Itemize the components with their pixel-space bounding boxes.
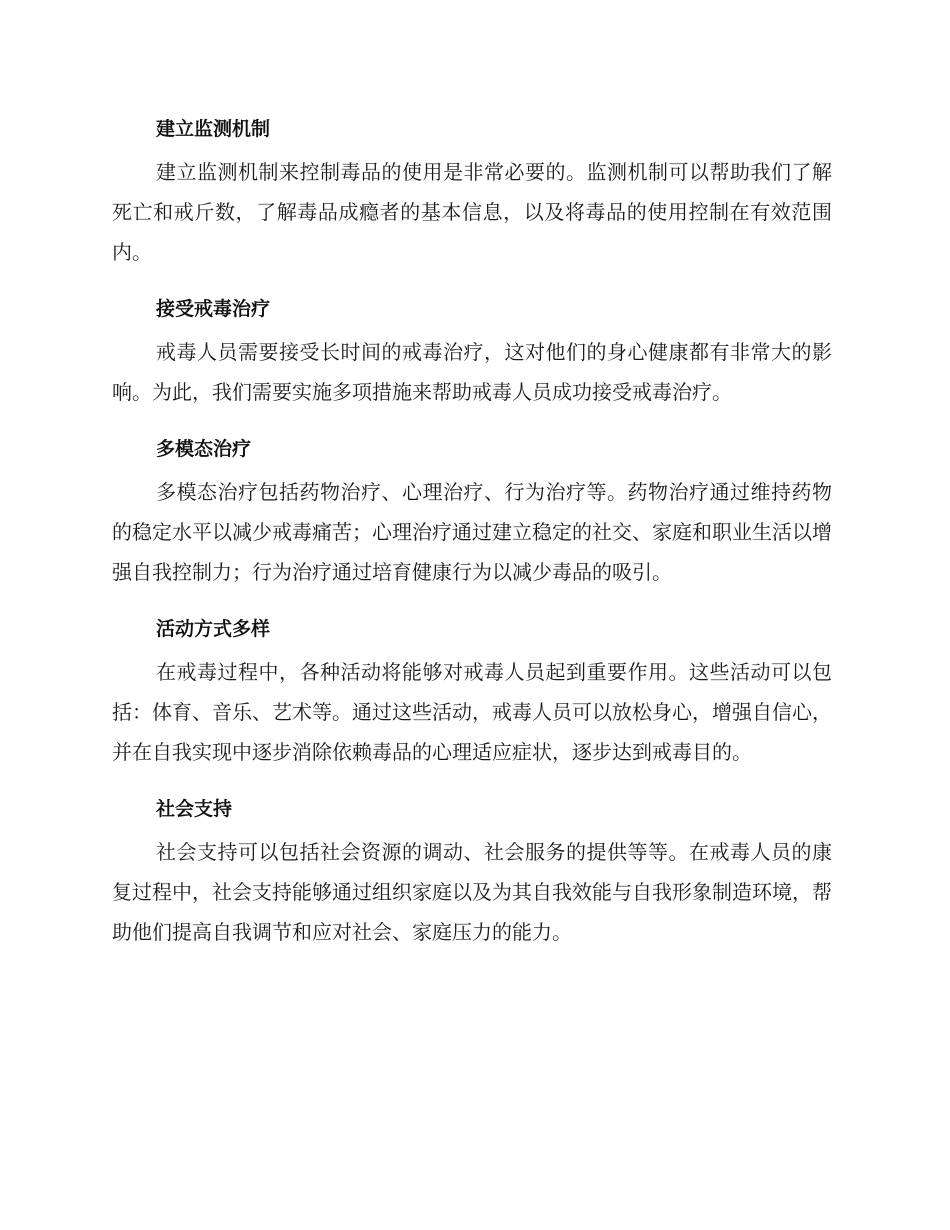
section-gap (112, 272, 832, 286)
section-gap (112, 592, 832, 606)
section-body-activities: 在戒毒过程中，各种活动将能够对戒毒人员起到重要作用。这些活动可以包括：体育、音乐、艺术等。通过这些活动，戒毒人员可以放松身心，增强自信心，并在自我实现中逐步消除依赖毒品的心理适应症状，逐步达到戒毒目的。 (112, 660, 832, 764)
section-body-multimodal: 多模态治疗包括药物治疗、心理治疗、行为治疗等。药物治疗通过维持药物的稳定水平以减少戒毒痛苦；心理治疗通过建立稳定的社交、家庭和职业生活以增强自我控制力；行为治疗通过培育健康行为以减少毒品的吸引。 (112, 480, 832, 584)
section-heading-treatment: 接受戒毒治疗 (156, 298, 271, 320)
section-body-treatment: 戒毒人员需要接受长时间的戒毒治疗，这对他们的身心健康都有非常大的影响。为此，我们需要实施多项措施来帮助戒毒人员成功接受戒毒治疗。 (112, 340, 832, 404)
section-heading-social-support: 社会支持 (156, 798, 233, 820)
section-body-monitoring: 建立监测机制来控制毒品的使用是非常必要的。监测机制可以帮助我们了解死亡和戒斤数，了解毒品成瘾者的基本信息，以及将毒品的使用控制在有效范围内。 (112, 160, 832, 264)
section-heading-multimodal: 多模态治疗 (156, 438, 252, 460)
section-gap (112, 772, 832, 786)
section-body-social-support: 社会支持可以包括社会资源的调动、社会服务的提供等等。在戒毒人员的康复过程中，社会支持能够通过组织家庭以及为其自我效能与自我形象制造环境，帮助他们提高自我调节和应对社会、家庭压力的能力。 (112, 840, 832, 944)
section-heading-monitoring: 建立监测机制 (156, 118, 271, 140)
section-gap (112, 412, 832, 426)
section-heading-activities: 活动方式多样 (156, 618, 271, 640)
document-content (112, 106, 832, 952)
